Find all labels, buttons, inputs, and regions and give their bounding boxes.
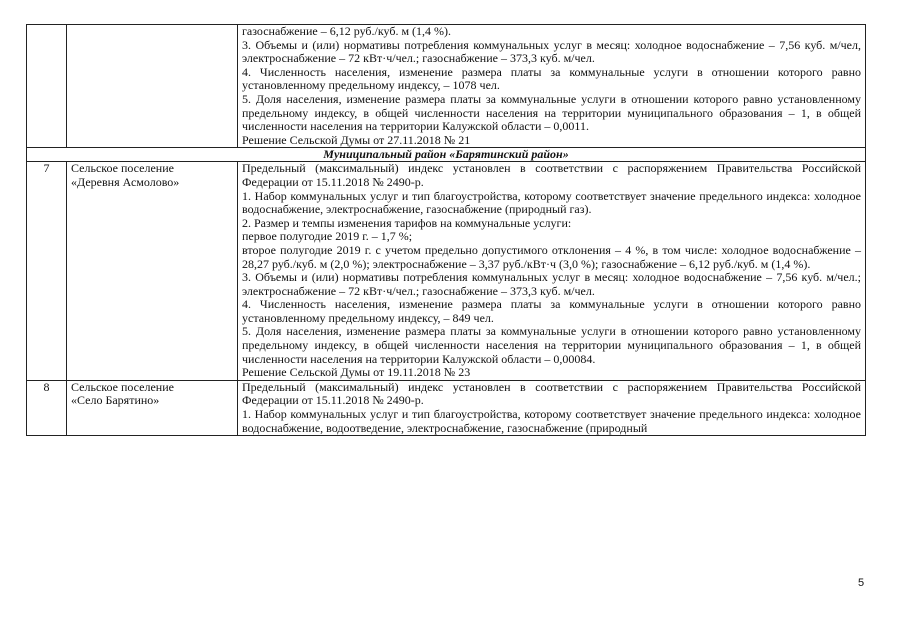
paragraph: 3. Объемы и (или) нормативы потребления коммунальных услуг в месяц: холодное водоснабжение – 7,56 куб. м/чел, электроснабжение – 72 кВт·ч/чел.; газоснабжение – 373,3 куб. м/чел. — [242, 37, 861, 66]
paragraph: первое полугодие 2019 г. – 1,7 %; — [242, 229, 413, 244]
decision-reference: Решение Сельской Думы от 27.11.2018 № 21 — [242, 132, 471, 147]
district-header: Муниципальный район «Барятинский район» — [27, 148, 866, 162]
decision-reference: Решение Сельской Думы от 19.11.2018 № 23 — [242, 365, 471, 380]
paragraph: 2. Размер и темпы изменения тарифов на коммунальные услуги: — [242, 215, 572, 230]
paragraph: 4. Численность населения, изменение размера платы за коммунальные услуги в отношении которого равно установленному предельному индексу, – 849 чел. — [242, 297, 861, 325]
settlement-name-cell — [67, 25, 238, 148]
settlement-name-cell — [67, 380, 238, 435]
table-row-continued — [27, 25, 866, 148]
settlement-type: Сельское поселение — [71, 379, 174, 394]
paragraph: газоснабжение – 6,12 руб./куб. м (1,4 %). — [242, 24, 452, 38]
settlement-name: «Деревня Асмолово» — [71, 174, 180, 189]
conditions-cell — [238, 162, 866, 381]
conditions-cell — [238, 25, 866, 148]
row-number-cell: 8 — [27, 380, 67, 435]
tariff-table — [26, 24, 866, 436]
paragraph: 5. Доля населения, изменение размера платы за коммунальные услуги в отношении которого равно установленному предельному индексу, в общей численности населения на территории муниципального образования – 1, в общей численности населения на территории Калужской области – 0,00084. — [242, 324, 861, 366]
settlement-name-cell — [67, 162, 238, 381]
paragraph: второе полугодие 2019 г. с учетом предельно допустимого отклонения – 4 %, в том числе: холодное водоснабжение – 28,27 руб./куб. м (2,0 %); электроснабжение – 3,37 руб./кВт·ч (3,0 %); газоснабжение – 6,12 руб./куб. м (1,4 %). — [242, 242, 861, 271]
paragraph: 3. Объемы и (или) нормативы потребления коммунальных услуг в месяц: холодное водоснабжение – 7,56 куб. м/чел.; электроснабжение – 72 кВт·ч/чел.; газоснабжение – 373,3 куб. м/чел. — [242, 270, 861, 298]
settlement-name: «Село Барятино» — [71, 393, 160, 408]
paragraph: 1. Набор коммунальных услуг и тип благоустройства, которому соответствует значение предельного индекса: холодное водоснабжение, электроснабжение, газоснабжение (природный газ). — [242, 188, 861, 217]
table-row — [27, 380, 866, 435]
page-number: 5 — [858, 577, 865, 589]
conditions-cell — [238, 380, 866, 435]
paragraph: 4. Численность населения, изменение размера платы за коммунальные услуги в отношении которого равно установленному предельному индексу, – 1078 чел. — [242, 64, 861, 93]
settlement-type: Сельское поселение — [71, 161, 174, 176]
row-number-cell: 7 — [27, 162, 67, 381]
paragraph: Предельный (максимальный) индекс установлен в соответствии с распоряжением Правительства Российской Федерации от 15.11.2018 № 2490-р. — [242, 161, 861, 189]
row-number-cell — [27, 25, 67, 148]
paragraph: 5. Доля населения, изменение размера платы за коммунальные услуги в отношении которого равно установленному предельному индексу, в общей численности населения на территории муниципального образования – 1, в общей численности населения на территории Калужской области – 0,0011. — [242, 91, 861, 134]
paragraph: 1. Набор коммунальных услуг и тип благоустройства, которому соответствует значение предельного индекса: холодное водоснабжение, водоотведение, электроснабжение, газоснабжение (природный — [242, 407, 861, 435]
paragraph: Предельный (максимальный) индекс установлен в соответствии с распоряжением Правительства Российской Федерации от 15.11.2018 № 2490-р. — [242, 379, 861, 408]
district-header-row — [27, 148, 866, 162]
table-row — [27, 162, 866, 381]
